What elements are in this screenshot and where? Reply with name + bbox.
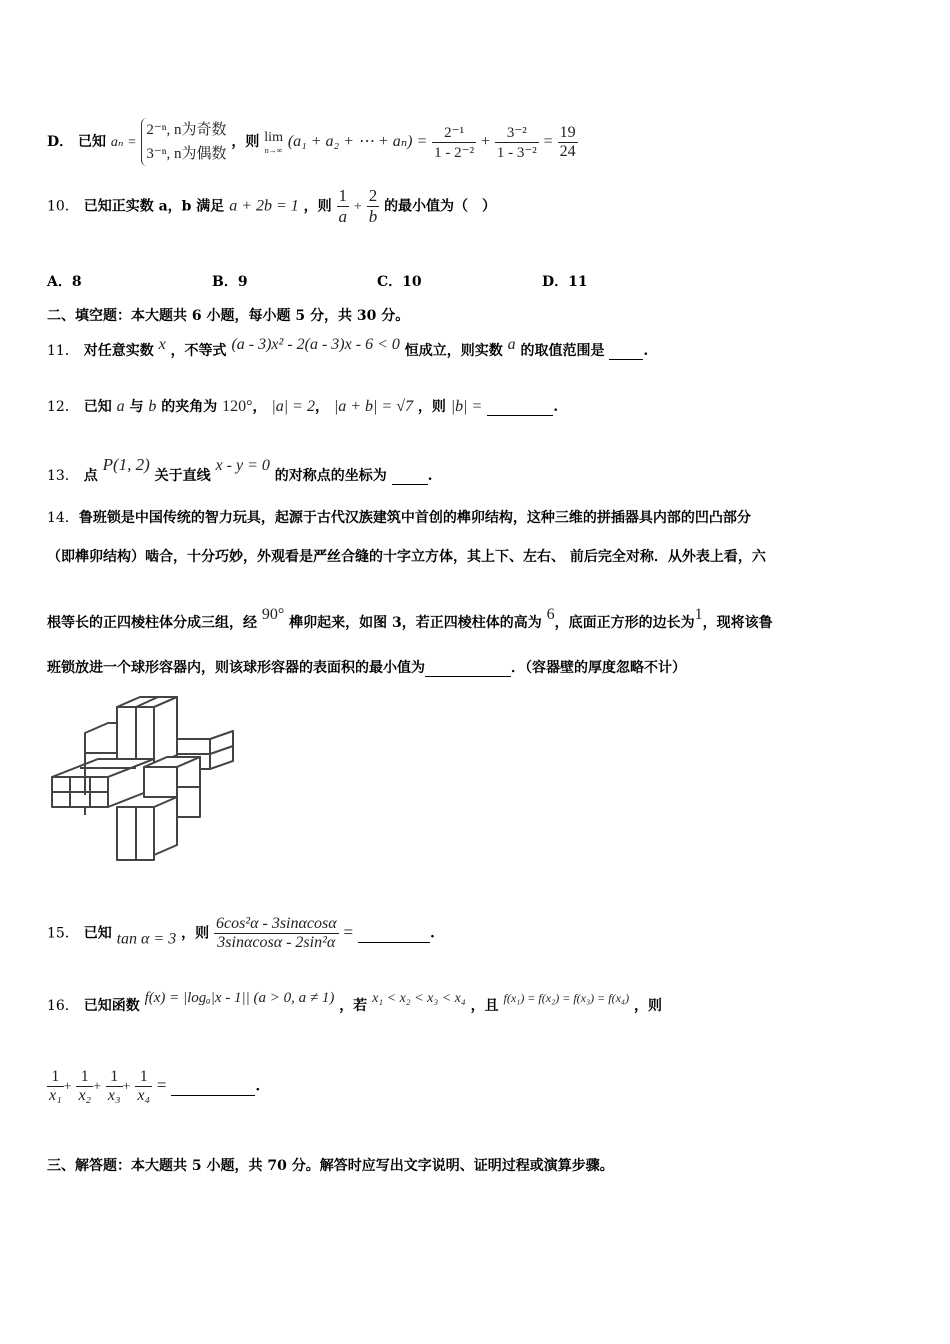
numerator: 1: [76, 1068, 93, 1087]
fraction-2-over-b: [367, 186, 380, 227]
option-label: D．: [47, 134, 74, 150]
question-text: 关于直线: [154, 468, 211, 484]
answer-blank: [609, 343, 643, 360]
section-2-heading: 二、填空题：本大题共 6 小题，每小题 5 分，共 30 分。: [47, 308, 410, 324]
fraction-x1: [47, 1068, 64, 1105]
variable-x: x: [158, 336, 166, 353]
answer-blank: [392, 468, 428, 485]
denominator: 3sinαcosα - 2sin²α: [217, 934, 336, 951]
angle: 120°: [222, 398, 253, 415]
denominator: 1 - 3⁻²: [496, 144, 537, 161]
numerator: 1: [135, 1068, 152, 1087]
question-text: 的夹角为: [161, 399, 218, 415]
fraction-x3: [106, 1068, 123, 1105]
plus-sign: +: [480, 133, 490, 150]
denominator: a: [338, 207, 348, 226]
question-number: 14．: [47, 510, 79, 526]
denominator: x₂: [78, 1087, 92, 1104]
question-text: ，现将该鲁: [702, 615, 773, 631]
numerator: 1: [47, 1068, 64, 1087]
answer-blank: [171, 1079, 255, 1096]
period: .: [429, 925, 435, 942]
vector-a: a: [116, 398, 125, 415]
denominator: x₃: [107, 1087, 121, 1104]
question-text: ，且: [470, 998, 499, 1014]
question-text: ，底面正方形的边长为: [554, 615, 695, 631]
option-b: B．9: [212, 274, 248, 290]
question-text: 的取值范围是: [520, 343, 605, 359]
question-14-line-3: [47, 606, 773, 632]
ordering: x₁ < x₂ < x₃ < x₄: [372, 991, 466, 1006]
question-text: ，若: [339, 998, 368, 1014]
denominator: 24: [559, 142, 576, 160]
case-even: 3⁻ⁿ, n为偶数: [146, 146, 227, 162]
case-odd: 2⁻ⁿ, n为奇数: [146, 122, 227, 138]
lim-text: lim: [264, 129, 283, 145]
angle-90: 90°: [261, 606, 285, 623]
question-text: 班锁放进一个球形容器内，则该球形容器的表面积的最小值为: [47, 660, 425, 676]
fraction-2: [495, 123, 539, 162]
question-text: 恒成立，则实数: [404, 343, 503, 359]
numerator: 6cos²α - 3sinαcosα: [215, 915, 337, 932]
answer-blank: [358, 926, 430, 943]
question-14-line-4: [47, 657, 686, 677]
line-equation: x - y = 0: [215, 457, 270, 474]
question-text: 已知: [83, 399, 112, 415]
question-text: 根等长的正四棱柱体分成三组，经: [47, 615, 257, 631]
function-definition: f(x) = |logₐ|x - 1|| (a > 0, a ≠ 1): [144, 990, 335, 1006]
numerator: 1: [338, 186, 348, 205]
limit-operator: [264, 130, 283, 155]
question-text: 的对称点的坐标为: [274, 468, 387, 484]
option-c: C．10: [377, 274, 422, 290]
equals-sign: =: [156, 1075, 167, 1095]
denominator: 1 - 2⁻²: [434, 144, 475, 161]
question-text: 已知函数: [83, 998, 140, 1014]
question-text: 与: [129, 399, 144, 415]
question-number: 15．: [47, 925, 79, 942]
question-number: 13．: [47, 468, 79, 484]
question-text: ，则: [303, 198, 332, 215]
luban-lock-figure: [50, 695, 245, 865]
option-d: D．11: [542, 274, 588, 290]
piecewise-cases: [141, 118, 226, 166]
question-15: [47, 915, 435, 952]
question-text: 对任意实数: [83, 343, 154, 359]
tan-condition: tan α = 3: [116, 930, 177, 948]
question-text: ，则: [231, 134, 260, 150]
fraction-x4: [135, 1068, 152, 1105]
question-text: ，不等式: [170, 343, 227, 359]
numerator: 2: [368, 186, 378, 205]
equals-sign: =: [343, 922, 354, 942]
question-10: [47, 186, 496, 227]
question-12: 12． 已知 a 与 b 的夹角为 120°， |a| = 2， |a + b| = √7 ，则 |b| = .: [47, 398, 559, 415]
question-text: 榫卯起来，如图 3，若正四棱柱体的高为: [289, 615, 542, 631]
question-text: 已知: [83, 925, 112, 942]
equals-sign: =: [543, 133, 553, 150]
question-13: [47, 455, 433, 485]
question-text: 鲁班锁是中国传统的智力玩具，起源于古代汉族建筑中首创的榫卯结构，这种三维的拼插器具内部的凹凸部分: [78, 510, 751, 526]
question-text: 的最小值为（ ）: [384, 198, 497, 215]
fraction-1: [432, 123, 476, 162]
question-d: [47, 118, 578, 166]
period: .: [643, 343, 649, 359]
period: .: [255, 1078, 261, 1095]
question-11: [47, 336, 648, 360]
question-text: 已知: [78, 134, 107, 150]
question-text: 已知正实数 a，b 满足: [83, 198, 225, 215]
lim-subscript: n→∞: [264, 145, 283, 155]
question-14-line-1: [47, 507, 751, 527]
denominator: x₁: [49, 1087, 62, 1104]
numerator: 1: [106, 1068, 123, 1087]
question-16-expression: $\frac{1}{\text{x₁}}$ + $\frac{1}{\text{x₂}}$ + $\frac{1}{\text{x₃}}$ + $\frac{1}{\text{x₄}}$ = .: [49, 1068, 261, 1104]
numerator: 3⁻²: [495, 123, 539, 143]
fraction-x2: [76, 1068, 93, 1105]
vector-b: b: [148, 398, 157, 415]
question-text: ，则: [633, 998, 662, 1014]
point-p: P(1, 2): [102, 455, 150, 474]
numerator: 19: [559, 123, 576, 141]
function-equalities: f(x₁) = f(x₂) = f(x₃) = f(x₄): [503, 991, 630, 1005]
question-number: 16．: [47, 998, 79, 1014]
denominator: b: [368, 207, 378, 226]
question-text: 点: [83, 468, 98, 484]
question-number: 10．: [47, 198, 79, 215]
magnitude-a: |a| = 2: [271, 398, 315, 415]
magnitude-a-plus-b: |a + b| = √7: [333, 398, 413, 415]
answer-blank: [487, 399, 553, 416]
fraction-result: [558, 124, 578, 161]
question-16: [47, 990, 662, 1015]
option-a: A．8: [47, 274, 82, 290]
period: .: [427, 468, 433, 484]
fraction-1-over-a: [337, 186, 350, 227]
question-number: 12．: [47, 399, 79, 415]
magnitude-b: |b| =: [450, 398, 483, 415]
section-3-heading: 三、解答题：本大题共 5 小题，共 70 分。解答时应写出文字说明、证明过程或演算步骤。: [47, 1158, 614, 1174]
plus-sign: +: [353, 199, 362, 215]
inequality: (a - 3)x² - 2(a - 3)x - 6 < 0: [231, 336, 400, 353]
question-number: 11．: [47, 343, 79, 359]
condition: a + 2b = 1: [229, 197, 299, 215]
sequence-symbol: aₙ =: [110, 135, 137, 150]
answer-blank: [425, 660, 511, 677]
question-text: ，则: [417, 399, 446, 415]
period: .: [553, 399, 559, 415]
side-value: 1: [694, 606, 703, 623]
variable-a: a: [507, 336, 516, 353]
numerator: 2⁻¹: [432, 123, 476, 143]
trig-fraction: [214, 915, 339, 952]
question-14-line-2: （即榫卯结构）啮合，十分巧妙，外观看是严丝合缝的十字立方体，其上下、左右、 前后完全对称．从外表上看，六: [47, 549, 766, 565]
question-text: ，则: [181, 925, 210, 942]
denominator: x₄: [137, 1087, 151, 1104]
sum-expression: (a₁ + a₂ + ⋯ + aₙ) =: [287, 133, 428, 150]
question-text: ．（容器壁的厚度忽略不计）: [511, 660, 686, 676]
height-value: 6: [546, 606, 555, 623]
